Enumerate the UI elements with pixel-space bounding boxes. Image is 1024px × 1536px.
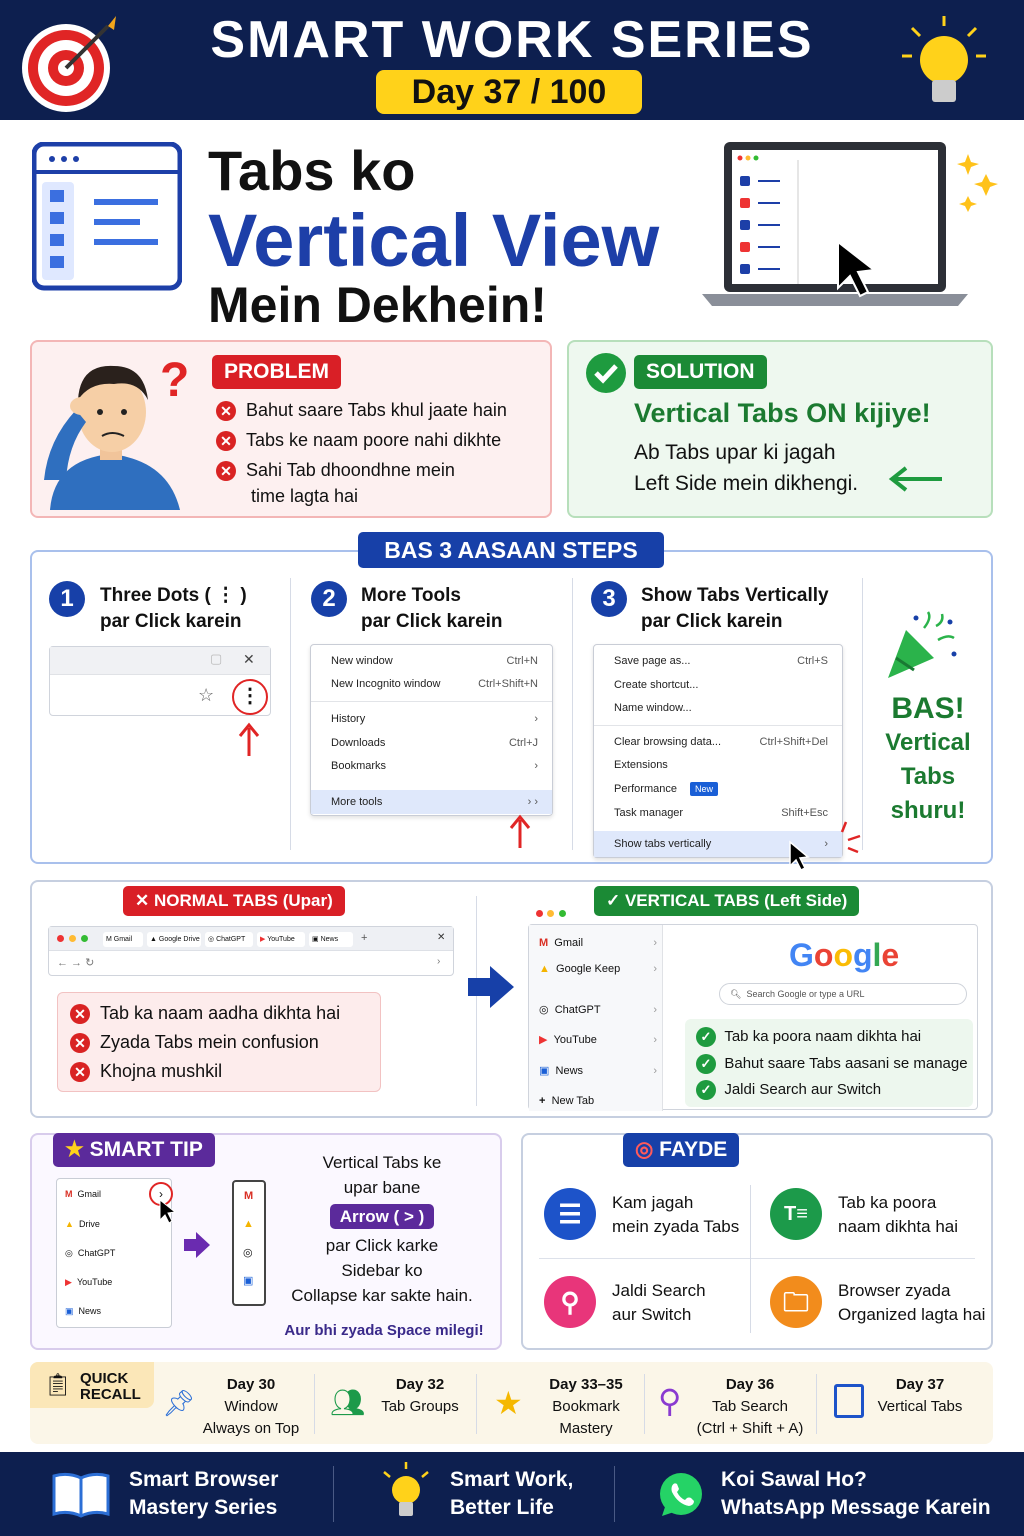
lightbulb-icon — [900, 14, 990, 110]
steps-done-text: BAS! Vertical Tabs shuru! — [885, 692, 971, 824]
arrow-label: Arrow ( > ) — [330, 1204, 435, 1229]
google-logo: Google — [789, 937, 900, 973]
footer-contact[interactable]: Koi Sawal Ho? WhatsApp Message Karein — [721, 1468, 991, 1519]
right-arrow-icon — [466, 962, 516, 1012]
gmail-icon[interactable]: M — [244, 1190, 254, 1202]
divider — [862, 578, 863, 850]
smart-tip-badge: ★ SMART TIP — [53, 1133, 215, 1167]
google-search-input[interactable]: 🔍︎ Search Google or type a URL — [719, 983, 967, 1005]
solution-badge: SOLUTION — [634, 355, 767, 389]
cursor-icon — [158, 1198, 178, 1224]
problem-text: Bahut saare Tabs khul jaate hain — [246, 400, 507, 420]
news-icon[interactable]: ▣ — [243, 1275, 254, 1287]
hero-line-1: Tabs ko — [208, 139, 416, 202]
vtab-new-tab[interactable]: + New Tab — [539, 1095, 595, 1107]
pro-item: ✓ Bahut saare Tabs aasani se manage — [696, 1054, 968, 1074]
problem-item — [216, 400, 507, 421]
menu-item-clear-browsing[interactable]: Clear browsing data... Ctrl+Shift+Del — [614, 736, 828, 748]
menu-item-history[interactable]: History › — [331, 713, 538, 725]
benefit-item: Kam jagah mein zyada Tabs — [612, 1193, 740, 1236]
pin-icon: 📌︎ — [162, 1388, 196, 1418]
pro-item: ✓ Tab ka poora naam dikhta hai — [696, 1027, 921, 1047]
problem-text: Tabs ke naam poore nahi dikhte — [246, 430, 502, 450]
divider — [290, 578, 291, 850]
footer-series: Smart Browser Mastery Series — [129, 1468, 279, 1519]
tip-tab-drive[interactable]: ▲ Drive — [65, 1219, 100, 1229]
svg-text:?: ? — [160, 354, 190, 407]
menu-item-show-tabs-vertically[interactable]: Show tabs vertically › — [594, 831, 842, 857]
divider — [476, 1374, 477, 1434]
x-icon: ✕ — [70, 1033, 90, 1053]
search-icon: ⚲ — [544, 1276, 596, 1328]
vtab-chatgpt[interactable]: ◎ ChatGPT › — [539, 1004, 657, 1016]
step-3-title: Show Tabs Vertically par Click karein — [641, 585, 829, 632]
tab-chatgpt[interactable]: ◎ ChatGPT — [205, 932, 253, 947]
whatsapp-icon — [656, 1470, 706, 1520]
step-1-title: Three Dots ( ⋮ ) par Click karein — [100, 585, 247, 632]
tip-tab-youtube[interactable]: ▶ YouTube — [65, 1277, 113, 1287]
check-icon: ✓ — [696, 1054, 716, 1074]
con-item: ✕ Zyada Tabs mein confusion — [70, 1032, 319, 1053]
close-icon: ✕ — [243, 651, 255, 667]
party-popper-icon — [884, 610, 960, 682]
recall-item: Day 32 Tab Groups — [381, 1376, 459, 1415]
collapse-arrow-button[interactable]: › — [149, 1182, 173, 1206]
check-circle-icon — [585, 352, 627, 394]
x-icon: ✕ — [216, 431, 236, 451]
target-icon: ◎ — [635, 1138, 654, 1161]
close-icon[interactable]: ✕ — [437, 932, 446, 943]
left-arrow-icon — [886, 466, 944, 492]
text-width-icon: T≡ — [770, 1188, 822, 1240]
recall-item: Day 33–35 Bookmark Mastery — [549, 1376, 623, 1437]
book-icon — [52, 1470, 110, 1518]
search-icon: 🔍︎ — [730, 989, 742, 999]
benefit-item: Browser zyada Organized lagta hai — [838, 1281, 986, 1324]
search-icon: ⚲ — [658, 1383, 682, 1419]
problem-badge: PROBLEM — [212, 355, 341, 389]
chevron-right-icon: › — [437, 956, 441, 967]
step-number: 3 — [591, 581, 627, 617]
check-icon: ✓ — [696, 1080, 716, 1100]
step-2-title: More Tools par Click karein — [361, 585, 503, 632]
tab-youtube[interactable]: ▶ YouTube — [257, 932, 305, 947]
divider — [644, 1374, 645, 1434]
confused-person-illustration — [40, 350, 190, 510]
restore-icon: ▢ — [210, 651, 223, 666]
laptop-illustration — [700, 138, 1000, 312]
recall-title: QUICK RECALL — [80, 1370, 141, 1403]
menu-item-name-window[interactable]: Name window... — [614, 702, 692, 714]
right-arrow-icon — [182, 1230, 212, 1260]
day-counter: Day 37 / 100 — [376, 70, 642, 114]
divider — [572, 578, 573, 850]
x-icon: ✕ — [216, 461, 236, 481]
chatgpt-icon[interactable]: ◎ — [243, 1247, 253, 1259]
step-number: 2 — [311, 581, 347, 617]
tip-tab-news[interactable]: ▣ News — [65, 1306, 102, 1316]
problem-text: time lagta hai — [251, 486, 359, 506]
collapsed-sidebar-mock — [232, 1180, 266, 1306]
clipboard-icon: 📋︎ — [44, 1372, 72, 1397]
up-arrow-icon — [509, 814, 531, 850]
star-icon: ☆ — [198, 685, 215, 705]
tip-text: Vertical Tabs ke upar bane Arrow ( > ) par Click karke Sidebar ko Collapse kar sakte hain. — [291, 1153, 473, 1305]
benefits-badge: ◎ FAYDE — [623, 1133, 739, 1167]
tab-gmail[interactable]: M Gmail — [103, 932, 143, 947]
divider — [816, 1374, 817, 1434]
tip-tab-gmail[interactable]: M Gmail — [65, 1189, 102, 1199]
tab-news[interactable]: ▣ News — [309, 932, 353, 947]
check-icon: ✓ — [696, 1027, 716, 1047]
menu-item-save-page[interactable]: Save page as... Ctrl+S — [614, 655, 828, 667]
up-arrow-icon — [238, 722, 260, 758]
problem-item — [216, 430, 501, 451]
vtab-news[interactable]: ▣ News › — [539, 1065, 657, 1077]
divider — [539, 1258, 975, 1259]
menu-item-downloads[interactable]: Downloads Ctrl+J — [331, 737, 538, 749]
x-icon: ✕ — [216, 401, 236, 421]
list-icon: ☰ — [544, 1188, 596, 1240]
pro-item: ✓ Jaldi Search aur Switch — [696, 1080, 881, 1100]
horizontal-tab-strip-mock — [48, 926, 454, 976]
hero-line-3: Mein Dekhein! — [208, 277, 547, 333]
star-icon: ★ — [494, 1385, 523, 1421]
star-icon: ★ — [65, 1138, 84, 1161]
menu-item-performance[interactable]: Performance New — [594, 779, 842, 799]
con-item: ✕ Tab ka naam aadha dikhta hai — [70, 1003, 340, 1024]
folder-icon: 🗀︎ — [770, 1276, 822, 1328]
vtab-google-keep[interactable]: ▲ Google Keep › — [539, 963, 657, 975]
new-tab-plus-icon[interactable]: + — [361, 932, 368, 944]
divider — [333, 1466, 334, 1522]
problem-item — [216, 460, 455, 481]
cursor-click-icon — [786, 818, 864, 870]
divider — [314, 1374, 315, 1434]
divider — [750, 1185, 751, 1333]
step-number: 1 — [49, 581, 85, 617]
footer-slogan: Smart Work, Better Life — [450, 1468, 574, 1519]
menu-item-more-tools[interactable]: More tools › › — [311, 790, 552, 814]
benefit-item: Jaldi Search aur Switch — [612, 1281, 706, 1324]
chrome-menu — [310, 644, 553, 816]
nav-arrows-icon[interactable]: ← → ↻ — [57, 957, 95, 969]
vertical-tabs-icon — [834, 1384, 864, 1418]
recall-item: Day 30 Window Always on Top — [202, 1376, 300, 1437]
tab-google-drive[interactable]: ▲ Google Drive — [147, 932, 201, 947]
problem-text: Sahi Tab dhoondhne mein — [246, 460, 455, 480]
three-dots-menu-button[interactable]: ⋮ — [232, 679, 268, 715]
menu-item-create-shortcut[interactable]: Create shortcut... — [614, 679, 699, 691]
menu-item-new-window[interactable]: New window Ctrl+N — [331, 655, 538, 667]
lightbulb-icon — [378, 1460, 434, 1524]
menu-item-task-manager[interactable]: Task manager Shift+Esc — [614, 807, 828, 819]
users-group-icon: 👥︎ — [330, 1387, 366, 1418]
recall-item: Day 37 Vertical Tabs — [877, 1376, 963, 1415]
menu-item-new-incognito[interactable]: New Incognito window Ctrl+Shift+N — [331, 678, 538, 690]
benefit-item: Tab ka poora naam dikhta hai — [838, 1193, 959, 1236]
vertical-tabs-badge: ✓ VERTICAL TABS (Left Side) — [594, 886, 859, 916]
divider — [614, 1466, 615, 1522]
x-icon: ✕ — [70, 1062, 90, 1082]
expanded-sidebar-mock — [56, 1178, 172, 1328]
tip-footnote: Aur bhi zyada Space milegi! — [284, 1322, 484, 1339]
vtab-youtube[interactable]: ▶ YouTube › — [539, 1034, 657, 1046]
series-title: SMART WORK SERIES — [210, 11, 814, 69]
x-icon: ✕ — [70, 1004, 90, 1024]
vertical-tabs-icon — [32, 142, 182, 292]
drive-icon[interactable]: ▲ — [243, 1218, 254, 1230]
new-badge: New — [690, 782, 718, 796]
solution-line-1: Ab Tabs upar ki jagah — [634, 441, 836, 464]
recall-item: Day 36 Tab Search (Ctrl + Shift + A) — [696, 1376, 804, 1437]
vtab-gmail[interactable]: M Gmail › — [539, 937, 657, 949]
solution-line-2: Left Side mein dikhengi. — [634, 472, 859, 495]
menu-item-extensions[interactable]: Extensions — [614, 759, 668, 771]
steps-badge: BAS 3 AASAAN STEPS — [358, 532, 664, 568]
window-controls — [536, 904, 566, 922]
tip-tab-chatgpt[interactable]: ◎ ChatGPT — [65, 1248, 116, 1258]
con-item: ✕ Khojna mushkil — [70, 1061, 222, 1082]
normal-tabs-badge: ✕ NORMAL TABS (Upar) — [123, 886, 345, 916]
solution-headline: Vertical Tabs ON kijiye! — [634, 398, 931, 428]
hero-line-2: Vertical View — [208, 199, 660, 282]
browser-toolbar-mock — [49, 646, 271, 716]
menu-item-bookmarks[interactable]: Bookmarks › — [331, 760, 538, 772]
